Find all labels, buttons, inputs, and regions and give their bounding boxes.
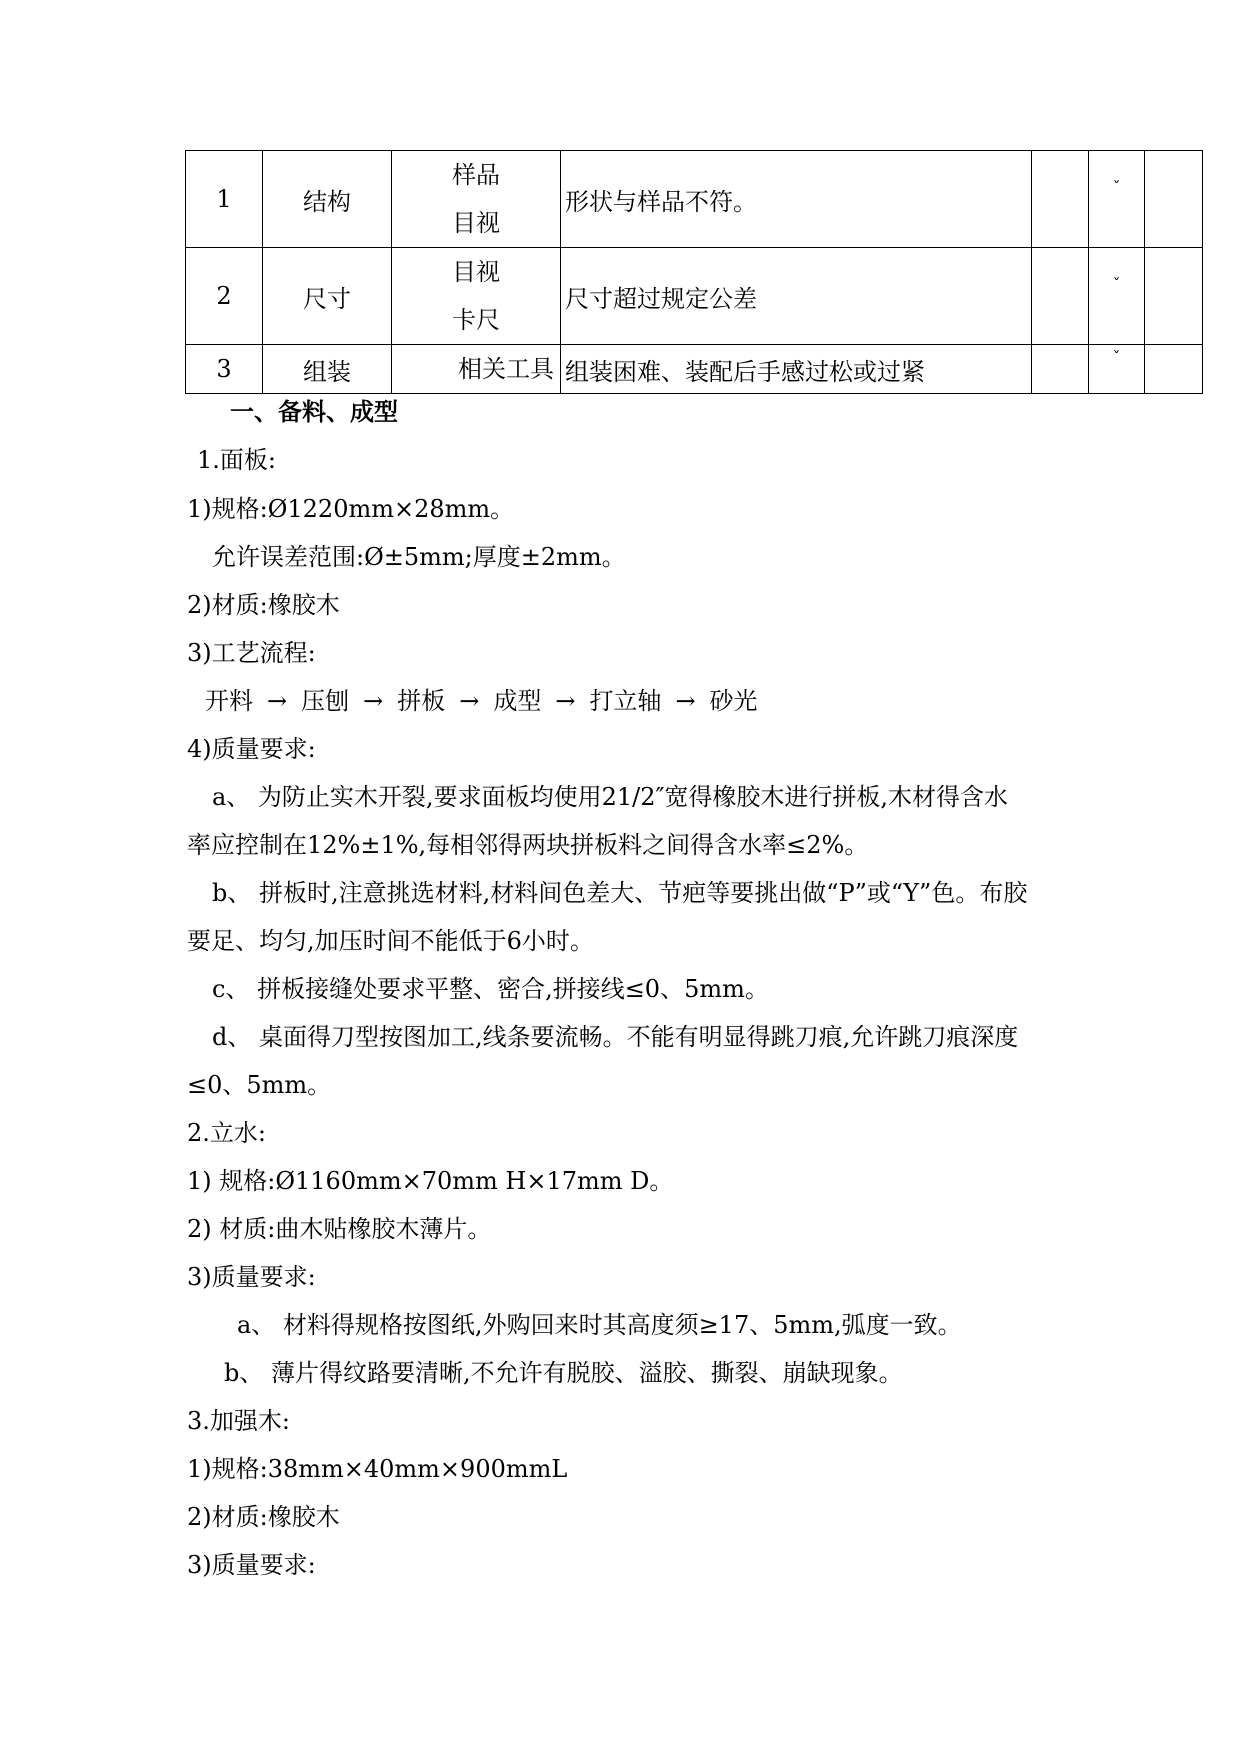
check-mark: ˇ <box>1112 178 1121 197</box>
subsection-title: 3.加强木: <box>187 1407 290 1435</box>
text-line: 1)规格:Ø1220mm×28mm。 <box>187 495 515 523</box>
empty-cell <box>1145 151 1203 248</box>
text-line: 率应控制在12%±1%,每相邻得两块拼板料之间得含水率≤2%。 <box>187 831 869 859</box>
process-flow <box>205 686 758 716</box>
method-line: 目视 <box>452 209 500 237</box>
text-line: ≤0、5mm。 <box>187 1071 332 1099</box>
check-mark: ˇ <box>1112 348 1121 367</box>
table-row <box>186 345 1203 394</box>
row-item: 结构 <box>263 151 392 248</box>
arrow-right-icon: → <box>267 687 288 715</box>
row-method <box>392 345 561 394</box>
method-line: 样品 <box>452 161 500 189</box>
row-mark-cell <box>1089 345 1145 394</box>
row-method <box>392 248 561 345</box>
table-row <box>186 248 1203 345</box>
flow-step: 砂光 <box>709 687 758 715</box>
text-line: b、 拼板时,注意挑选材料,材料间色差大、节疤等要挑出做“P”或“Y”色。布胶 <box>212 879 1028 907</box>
row-number: 3 <box>186 345 263 394</box>
flow-step: 成型 <box>493 687 542 715</box>
arrow-right-icon: → <box>675 687 696 715</box>
empty-cell <box>1032 151 1089 248</box>
text-line: 3)工艺流程: <box>187 639 316 667</box>
text-line: 3)质量要求: <box>187 1263 316 1291</box>
empty-cell <box>1145 248 1203 345</box>
text-line: b、 薄片得纹路要清晰,不允许有脱胶、溢胶、撕裂、崩缺现象。 <box>224 1359 903 1387</box>
row-mark-cell <box>1089 248 1145 345</box>
flow-step: 打立轴 <box>589 687 662 715</box>
row-number: 2 <box>186 248 263 345</box>
arrow-right-icon: → <box>459 687 480 715</box>
row-description: 尺寸超过规定公差 <box>561 248 1032 345</box>
method-line: 相关工具 <box>458 355 554 383</box>
flow-step: 开料 <box>205 687 253 715</box>
table-row <box>186 151 1203 248</box>
text-line: 3)质量要求: <box>187 1551 316 1579</box>
text-line: a、 材料得规格按图纸,外购回来时其高度须≥17、5mm,弧度一致。 <box>237 1311 962 1339</box>
text-line: 要足、均匀,加压时间不能低于6小时。 <box>187 927 594 955</box>
empty-cell <box>1145 345 1203 394</box>
inspection-table <box>185 150 1203 394</box>
text-line: 4)质量要求: <box>187 735 316 763</box>
row-description: 形状与样品不符。 <box>561 151 1032 248</box>
row-mark-cell <box>1089 151 1145 248</box>
row-item: 尺寸 <box>263 248 392 345</box>
subsection-title: 2.立水: <box>187 1119 266 1147</box>
text-line: a、 为防止实木开裂,要求面板均使用21/2″宽得橡胶木进行拼板,木材得含水 <box>212 783 1009 811</box>
arrow-right-icon: → <box>363 687 384 715</box>
check-mark: ˇ <box>1112 275 1121 294</box>
text-line: 1)规格:38mm×40mm×900mmL <box>187 1455 568 1483</box>
method-line: 卡尺 <box>452 306 500 334</box>
text-line: 2)材质:橡胶木 <box>187 1503 340 1531</box>
text-line: 允许误差范围:Ø±5mm;厚度±2mm。 <box>212 543 626 571</box>
method-line: 目视 <box>452 258 500 286</box>
flow-step: 压刨 <box>301 687 350 715</box>
row-number: 1 <box>186 151 263 248</box>
empty-cell <box>1032 345 1089 394</box>
subsection-title: 1.面板: <box>197 446 276 474</box>
text-line: 2) 材质:曲木贴橡胶木薄片。 <box>187 1215 492 1243</box>
section-heading: 一、备料、成型 <box>230 397 398 426</box>
row-description: 组装困难、装配后手感过松或过紧 <box>561 345 1032 394</box>
text-line: d、 桌面得刀型按图加工,线条要流畅。不能有明显得跳刀痕,允许跳刀痕深度 <box>212 1023 1019 1051</box>
flow-step: 拼板 <box>397 687 446 715</box>
text-line: c、 拼板接缝处要求平整、密合,拼接线≤0、5mm。 <box>212 975 769 1003</box>
text-line: 2)材质:橡胶木 <box>187 591 340 619</box>
arrow-right-icon: → <box>555 687 576 715</box>
row-item: 组装 <box>263 345 392 394</box>
text-line: 1) 规格:Ø1160mm×70mm H×17mm D。 <box>187 1167 674 1195</box>
empty-cell <box>1032 248 1089 345</box>
row-method <box>392 151 561 248</box>
